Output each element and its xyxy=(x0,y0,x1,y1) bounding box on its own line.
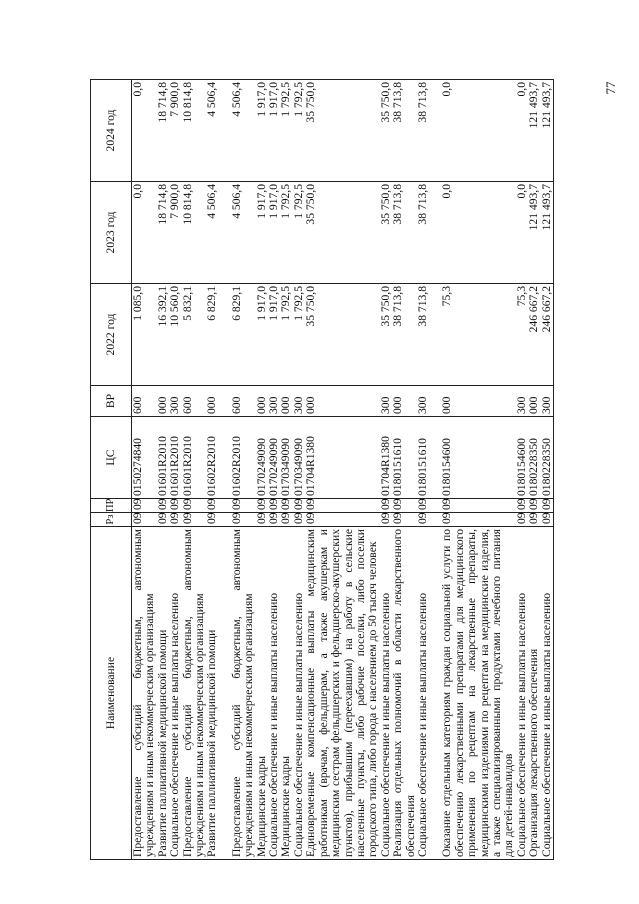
row-2023: 1 792,5 xyxy=(293,182,305,284)
row-name: Единовременные компенсационные выплаты медицинским работникам (врачам, фельдшерам, а также акушеркам и медицинским сестрам фельдшерских и фельдшерско-акушерских пунктов), прибывшим (переехавшим) на работу в сельские населенные пункты, либо рабочие поселки, либо поселки городского типа, либо города с населением до 50 тысяч человек xyxy=(305,527,379,860)
row-rz: 09 xyxy=(132,513,157,527)
row-cs: 0180154600 xyxy=(441,417,515,499)
row-vr: 300 xyxy=(380,386,392,417)
row-name: Медицинские кадры xyxy=(256,527,268,860)
row-2023: 4 506,4 xyxy=(206,182,230,284)
table-header-row xyxy=(91,80,132,860)
row-cs: 0180228350 xyxy=(541,417,554,499)
row-rz: 09 xyxy=(541,513,554,527)
row-name: Реализация отдельных полномочий в области лекарственного обеспечения xyxy=(392,527,417,860)
row-2023: 0,0 xyxy=(516,182,528,284)
row-name: Социальное обеспечение и иные выплаты населению xyxy=(541,527,554,860)
row-pr: 09 xyxy=(169,499,181,513)
table-row xyxy=(231,80,256,860)
row-vr: 600 xyxy=(182,386,207,417)
row-vr: 600 xyxy=(231,386,256,417)
row-vr: 000 xyxy=(392,386,417,417)
row-rz: 09 xyxy=(441,513,515,527)
row-pr: 09 xyxy=(417,499,441,513)
row-rz: 09 xyxy=(256,513,268,527)
row-2023: 35 750,0 xyxy=(380,182,392,284)
row-vr: 000 xyxy=(441,386,515,417)
row-cs: 01602R2010 xyxy=(231,417,256,499)
header-2024: 2024 год xyxy=(91,80,132,182)
row-pr: 09 xyxy=(541,499,554,513)
row-2022: 1 917,0 xyxy=(256,284,268,386)
row-2023: 35 750,0 xyxy=(305,182,379,284)
table-row xyxy=(392,80,417,860)
table-row xyxy=(417,80,441,860)
row-name: Социальное обеспечение и иные выплаты населению xyxy=(516,527,528,860)
row-vr: 300 xyxy=(268,386,280,417)
row-rz: 09 xyxy=(169,513,181,527)
row-cs: 01704R1380 xyxy=(305,417,379,499)
row-2022: 38 713,8 xyxy=(392,284,417,386)
row-vr: 000 xyxy=(280,386,292,417)
table-row xyxy=(541,80,554,860)
row-rz: 09 xyxy=(305,513,379,527)
row-2023: 0,0 xyxy=(441,182,515,284)
row-cs: 0150274840 xyxy=(132,417,157,499)
row-pr: 09 xyxy=(182,499,207,513)
budget-table-rotated xyxy=(90,80,639,860)
table-row xyxy=(280,80,292,860)
row-2024: 7 900,0 xyxy=(169,80,181,182)
row-2023: 1 917,0 xyxy=(268,182,280,284)
header-pr: ПР xyxy=(91,499,132,513)
row-rz: 09 xyxy=(392,513,417,527)
table-row xyxy=(528,80,540,860)
row-rz: 09 xyxy=(417,513,441,527)
budget-table xyxy=(90,79,554,860)
row-2023: 38 713,8 xyxy=(417,182,441,284)
row-cs: 0180151610 xyxy=(417,417,441,499)
row-2024: 18 714,8 xyxy=(157,80,169,182)
row-2024: 4 506,4 xyxy=(206,80,230,182)
row-2024: 0,0 xyxy=(132,80,157,182)
page-number: 77 xyxy=(603,81,618,95)
row-pr: 09 xyxy=(231,499,256,513)
row-2022: 1 085,0 xyxy=(132,284,157,386)
row-2024: 1 917,0 xyxy=(256,80,268,182)
row-rz: 09 xyxy=(516,513,528,527)
row-2023: 0,0 xyxy=(132,182,157,284)
row-cs: 01704R1380 xyxy=(380,417,392,499)
row-name: Оказание отдельным категориям граждан социальной услуги по обеспечению лекарственными препаратами для медицинского применения по рецептам на лекарственные препараты, медицинскими изделиями по рецептам на медицинские изделия, а также специализированными продуктами лечебного питания для детей-инвалидов xyxy=(441,527,515,860)
row-rz: 09 xyxy=(528,513,540,527)
row-2023: 1 792,5 xyxy=(280,182,292,284)
row-rz: 09 xyxy=(206,513,230,527)
row-pr: 09 xyxy=(132,499,157,513)
row-2024: 35 750,0 xyxy=(305,80,379,182)
row-2023: 121 493,7 xyxy=(541,182,554,284)
row-2024: 121 493,7 xyxy=(541,80,554,182)
table-body xyxy=(132,80,554,860)
row-2024: 4 506,4 xyxy=(231,80,256,182)
row-rz: 09 xyxy=(182,513,207,527)
row-2022: 10 560,0 xyxy=(169,284,181,386)
table-row xyxy=(305,80,379,860)
row-cs: 0180228350 xyxy=(528,417,540,499)
row-cs: 01601R2010 xyxy=(169,417,181,499)
row-rz: 09 xyxy=(231,513,256,527)
row-vr: 000 xyxy=(206,386,230,417)
row-rz: 09 xyxy=(268,513,280,527)
row-pr: 09 xyxy=(441,499,515,513)
row-pr: 09 xyxy=(392,499,417,513)
row-pr: 09 xyxy=(516,499,528,513)
row-2022: 5 832,1 xyxy=(182,284,207,386)
header-2023: 2023 год xyxy=(91,182,132,284)
row-name: Развитие паллиативной медицинской помощи xyxy=(206,527,230,860)
row-2022: 75,3 xyxy=(441,284,515,386)
header-rz: Рз xyxy=(91,513,132,527)
row-vr: 600 xyxy=(132,386,157,417)
row-pr: 09 xyxy=(280,499,292,513)
row-2023: 38 713,8 xyxy=(392,182,417,284)
row-2023: 10 814,8 xyxy=(182,182,207,284)
header-name: Наименование xyxy=(91,527,132,860)
row-name: Социальное обеспечение и иные выплаты населению xyxy=(169,527,181,860)
row-2024: 10 814,8 xyxy=(182,80,207,182)
row-2022: 35 750,0 xyxy=(380,284,392,386)
row-vr: 300 xyxy=(516,386,528,417)
row-2022: 6 829,1 xyxy=(231,284,256,386)
row-name: Предоставление субсидий бюджетным, автономным учреждениям и иным некоммерческим организациям xyxy=(231,527,256,860)
row-2022: 1 917,0 xyxy=(268,284,280,386)
row-cs: 0170349090 xyxy=(293,417,305,499)
row-2024: 0,0 xyxy=(516,80,528,182)
header-vr: ВР xyxy=(91,386,132,417)
row-name: Социальное обеспечение и иные выплаты населению xyxy=(380,527,392,860)
row-name: Социальное обеспечение и иные выплаты населению xyxy=(293,527,305,860)
row-2024: 1 792,5 xyxy=(293,80,305,182)
row-pr: 09 xyxy=(380,499,392,513)
row-name: Социальное обеспечение и иные выплаты населению xyxy=(268,527,280,860)
row-2022: 75,3 xyxy=(516,284,528,386)
row-2023: 1 917,0 xyxy=(256,182,268,284)
table-row xyxy=(169,80,181,860)
row-pr: 09 xyxy=(157,499,169,513)
row-2022: 246 667,2 xyxy=(541,284,554,386)
row-pr: 09 xyxy=(528,499,540,513)
row-2023: 18 714,8 xyxy=(157,182,169,284)
row-cs: 0180151610 xyxy=(392,417,417,499)
row-rz: 09 xyxy=(293,513,305,527)
row-name: Организация лекарственного обеспечения xyxy=(528,527,540,860)
row-vr: 000 xyxy=(528,386,540,417)
row-vr: 300 xyxy=(293,386,305,417)
row-2024: 0,0 xyxy=(441,80,515,182)
row-2022: 246 667,2 xyxy=(528,284,540,386)
table-row xyxy=(206,80,230,860)
header-2022: 2022 год xyxy=(91,284,132,386)
row-2024: 38 713,8 xyxy=(392,80,417,182)
row-pr: 09 xyxy=(293,499,305,513)
row-2024: 38 713,8 xyxy=(417,80,441,182)
row-cs: 01601R2010 xyxy=(157,417,169,499)
table-row xyxy=(441,80,515,860)
row-cs: 0170349090 xyxy=(280,417,292,499)
row-pr: 09 xyxy=(256,499,268,513)
row-2023: 7 900,0 xyxy=(169,182,181,284)
row-vr: 000 xyxy=(157,386,169,417)
row-2023: 4 506,4 xyxy=(231,182,256,284)
row-name: Предоставление субсидий бюджетным, автономным учреждениям и иным некоммерческим организациям xyxy=(182,527,207,860)
row-vr: 000 xyxy=(256,386,268,417)
row-2024: 121 493,7 xyxy=(528,80,540,182)
row-cs: 0170249090 xyxy=(268,417,280,499)
row-vr: 000 xyxy=(305,386,379,417)
row-name: Предоставление субсидий бюджетным, автономным учреждениям и иным некоммерческим организациям xyxy=(132,527,157,860)
row-vr: 300 xyxy=(169,386,181,417)
row-pr: 09 xyxy=(305,499,379,513)
header-cs: ЦС xyxy=(91,417,132,499)
row-2023: 121 493,7 xyxy=(528,182,540,284)
row-rz: 09 xyxy=(280,513,292,527)
row-vr: 300 xyxy=(417,386,441,417)
row-2022: 1 792,5 xyxy=(280,284,292,386)
row-rz: 09 xyxy=(157,513,169,527)
row-2022: 38 713,8 xyxy=(417,284,441,386)
row-cs: 0170249090 xyxy=(256,417,268,499)
row-rz: 09 xyxy=(380,513,392,527)
table-row xyxy=(182,80,207,860)
row-pr: 09 xyxy=(206,499,230,513)
row-2022: 6 829,1 xyxy=(206,284,230,386)
row-2022: 1 792,5 xyxy=(293,284,305,386)
row-name: Социальное обеспечение и иные выплаты населению xyxy=(417,527,441,860)
row-2022: 16 392,1 xyxy=(157,284,169,386)
row-cs: 01601R2010 xyxy=(182,417,207,499)
row-cs: 0180154600 xyxy=(516,417,528,499)
row-2024: 35 750,0 xyxy=(380,80,392,182)
row-2024: 1 792,5 xyxy=(280,80,292,182)
row-2024: 1 917,0 xyxy=(268,80,280,182)
row-name: Медицинские кадры xyxy=(280,527,292,860)
row-2022: 35 750,0 xyxy=(305,284,379,386)
table-row xyxy=(132,80,157,860)
row-pr: 09 xyxy=(268,499,280,513)
row-cs: 01602R2010 xyxy=(206,417,230,499)
row-name: Развитие паллиативной медицинской помощи xyxy=(157,527,169,860)
row-vr: 300 xyxy=(541,386,554,417)
